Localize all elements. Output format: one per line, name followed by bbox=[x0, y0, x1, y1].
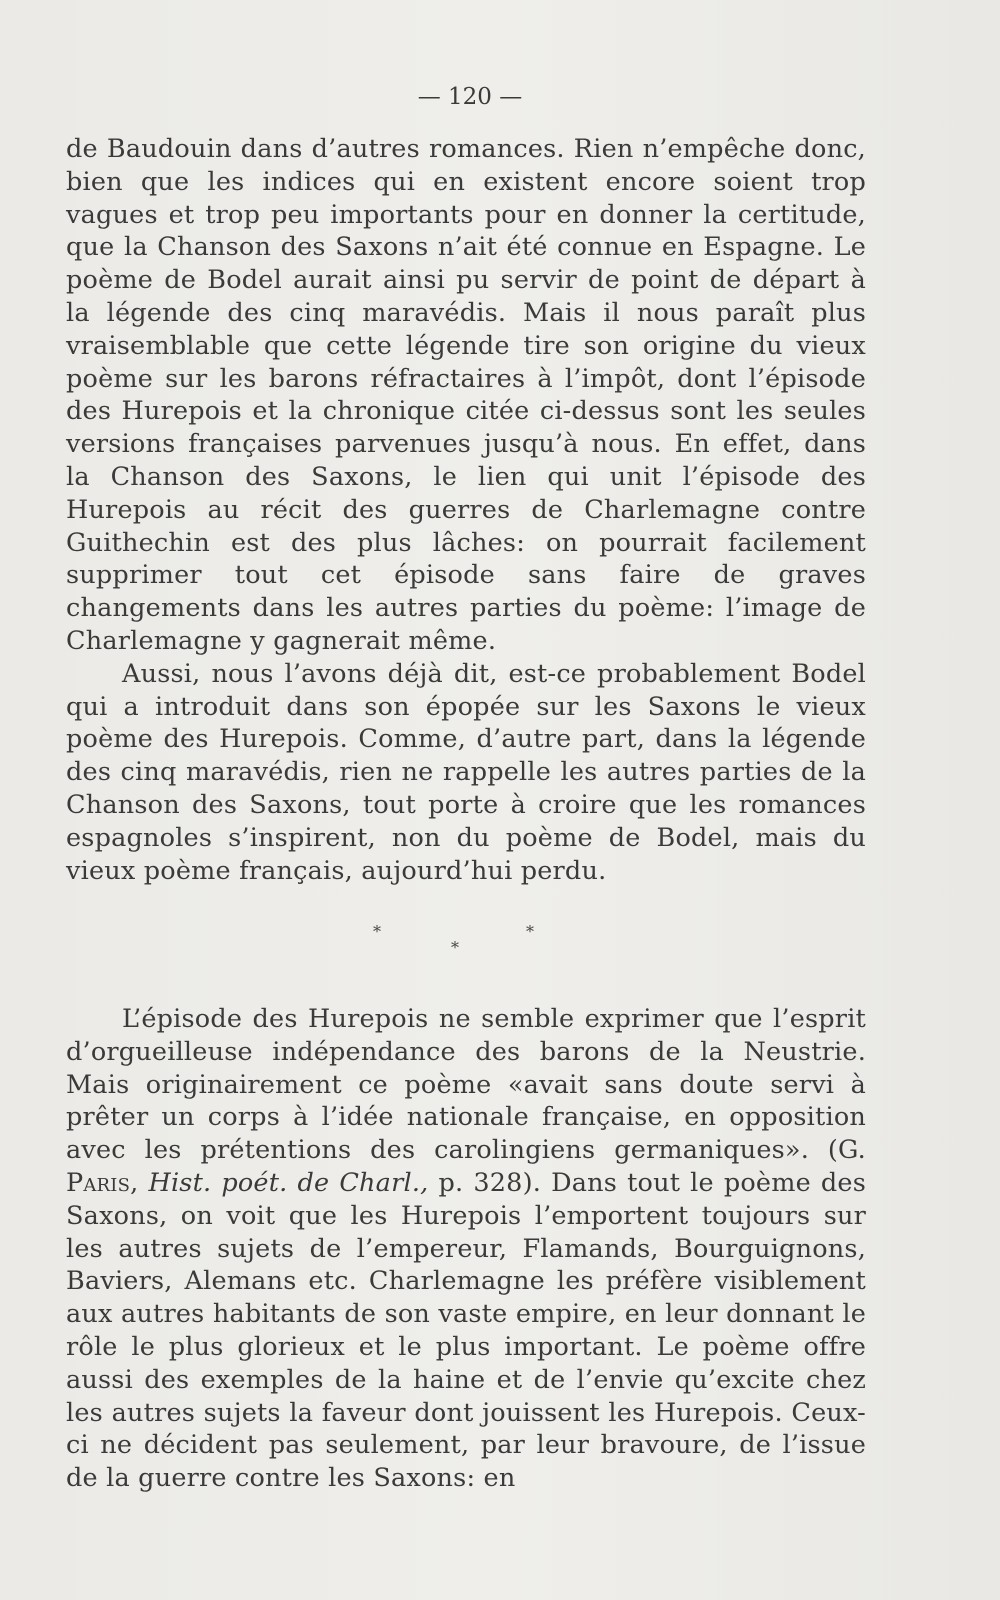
text-section-top bbox=[66, 133, 866, 887]
page-number: — 120 — bbox=[417, 84, 523, 110]
separator-star-right: * bbox=[526, 922, 534, 941]
citation-work: Hist. poét. de Charl., bbox=[148, 1167, 429, 1198]
text-section-bottom bbox=[66, 1003, 866, 1495]
citation-author: Paris, bbox=[66, 1167, 139, 1198]
separator-star-left: * bbox=[373, 922, 381, 941]
separator-star-bottom: * bbox=[451, 938, 459, 957]
paragraph-1: de Baudouin dans d’autres romances. Rien n’empêche donc, bien que les indices qui en existent encore soient trop vagues et trop peu importants pour en donner la certitude, que la Chanson des Saxons n’ait été connue en Espagne. Le poème de Bodel aurait ainsi pu servir de point de départ à la légende des cinq maravédis. Mais il nous paraît plus vraisemblable que cette légende tire son origine du vieux poème sur les barons réfractaires à l’impôt, dont l’épisode des Hurepois et la chronique citée ci-dessus sont les seules versions françaises parvenues jusqu’à nous. En effet, dans la Chanson des Saxons, le lien qui unit l’épisode des Hurepois au récit des guerres de Charlemagne contre Guithechin est des plus lâches: on pourrait facilement supprimer tout cet épisode sans faire de graves changements dans les autres parties du poème: l’image de Charlemagne y gagnerait même. bbox=[66, 134, 866, 656]
paragraph-3 bbox=[66, 1003, 866, 1495]
paragraph-3-rest: p. 328). Dans tout le poème des Saxons, on voit que les Hurepois l’emportent toujours sur les autres sujets de l’empereur, Flamands, Bourguignons, Baviers, Alemans etc. Charlemagne les préfère visiblement aux autres habitants de son vaste empire, en leur donnant le rôle le plus glorieux et le plus important. Le poème offre aussi des exemples de la haine et de l’envie qu’excite chez les autres sujets la faveur dont jouissent les Hurepois. Ceux-ci ne décident pas seulement, par leur bravoure, de l’issue de la guerre contre les Saxons: en bbox=[66, 1167, 867, 1494]
paragraph-2: Aussi, nous l’avons déjà dit, est-ce probablement Bodel qui a introduit dans son épopée sur les Saxons le vieux poème des Hurepois. Comme, d’autre part, dans la légende des cinq maravédis, rien ne rappelle les autres parties de la Chanson des Saxons, tout porte à croire que les romances espagnoles s’inspirent, non du poème de Bodel, mais du vieux poème français, aujourd’hui perdu. bbox=[66, 658, 866, 886]
section-separator bbox=[0, 922, 940, 962]
paragraph-3-lead: L’épisode des Hurepois ne semble exprimer que l’esprit d’orgueilleuse indépendance des barons de la Neustrie. Mais originairement ce poème «avait sans doute servi à prêter un corps à l’idée nationale française, en opposition avec les prétentions des carolingiens germaniques». (G. bbox=[66, 1004, 866, 1166]
